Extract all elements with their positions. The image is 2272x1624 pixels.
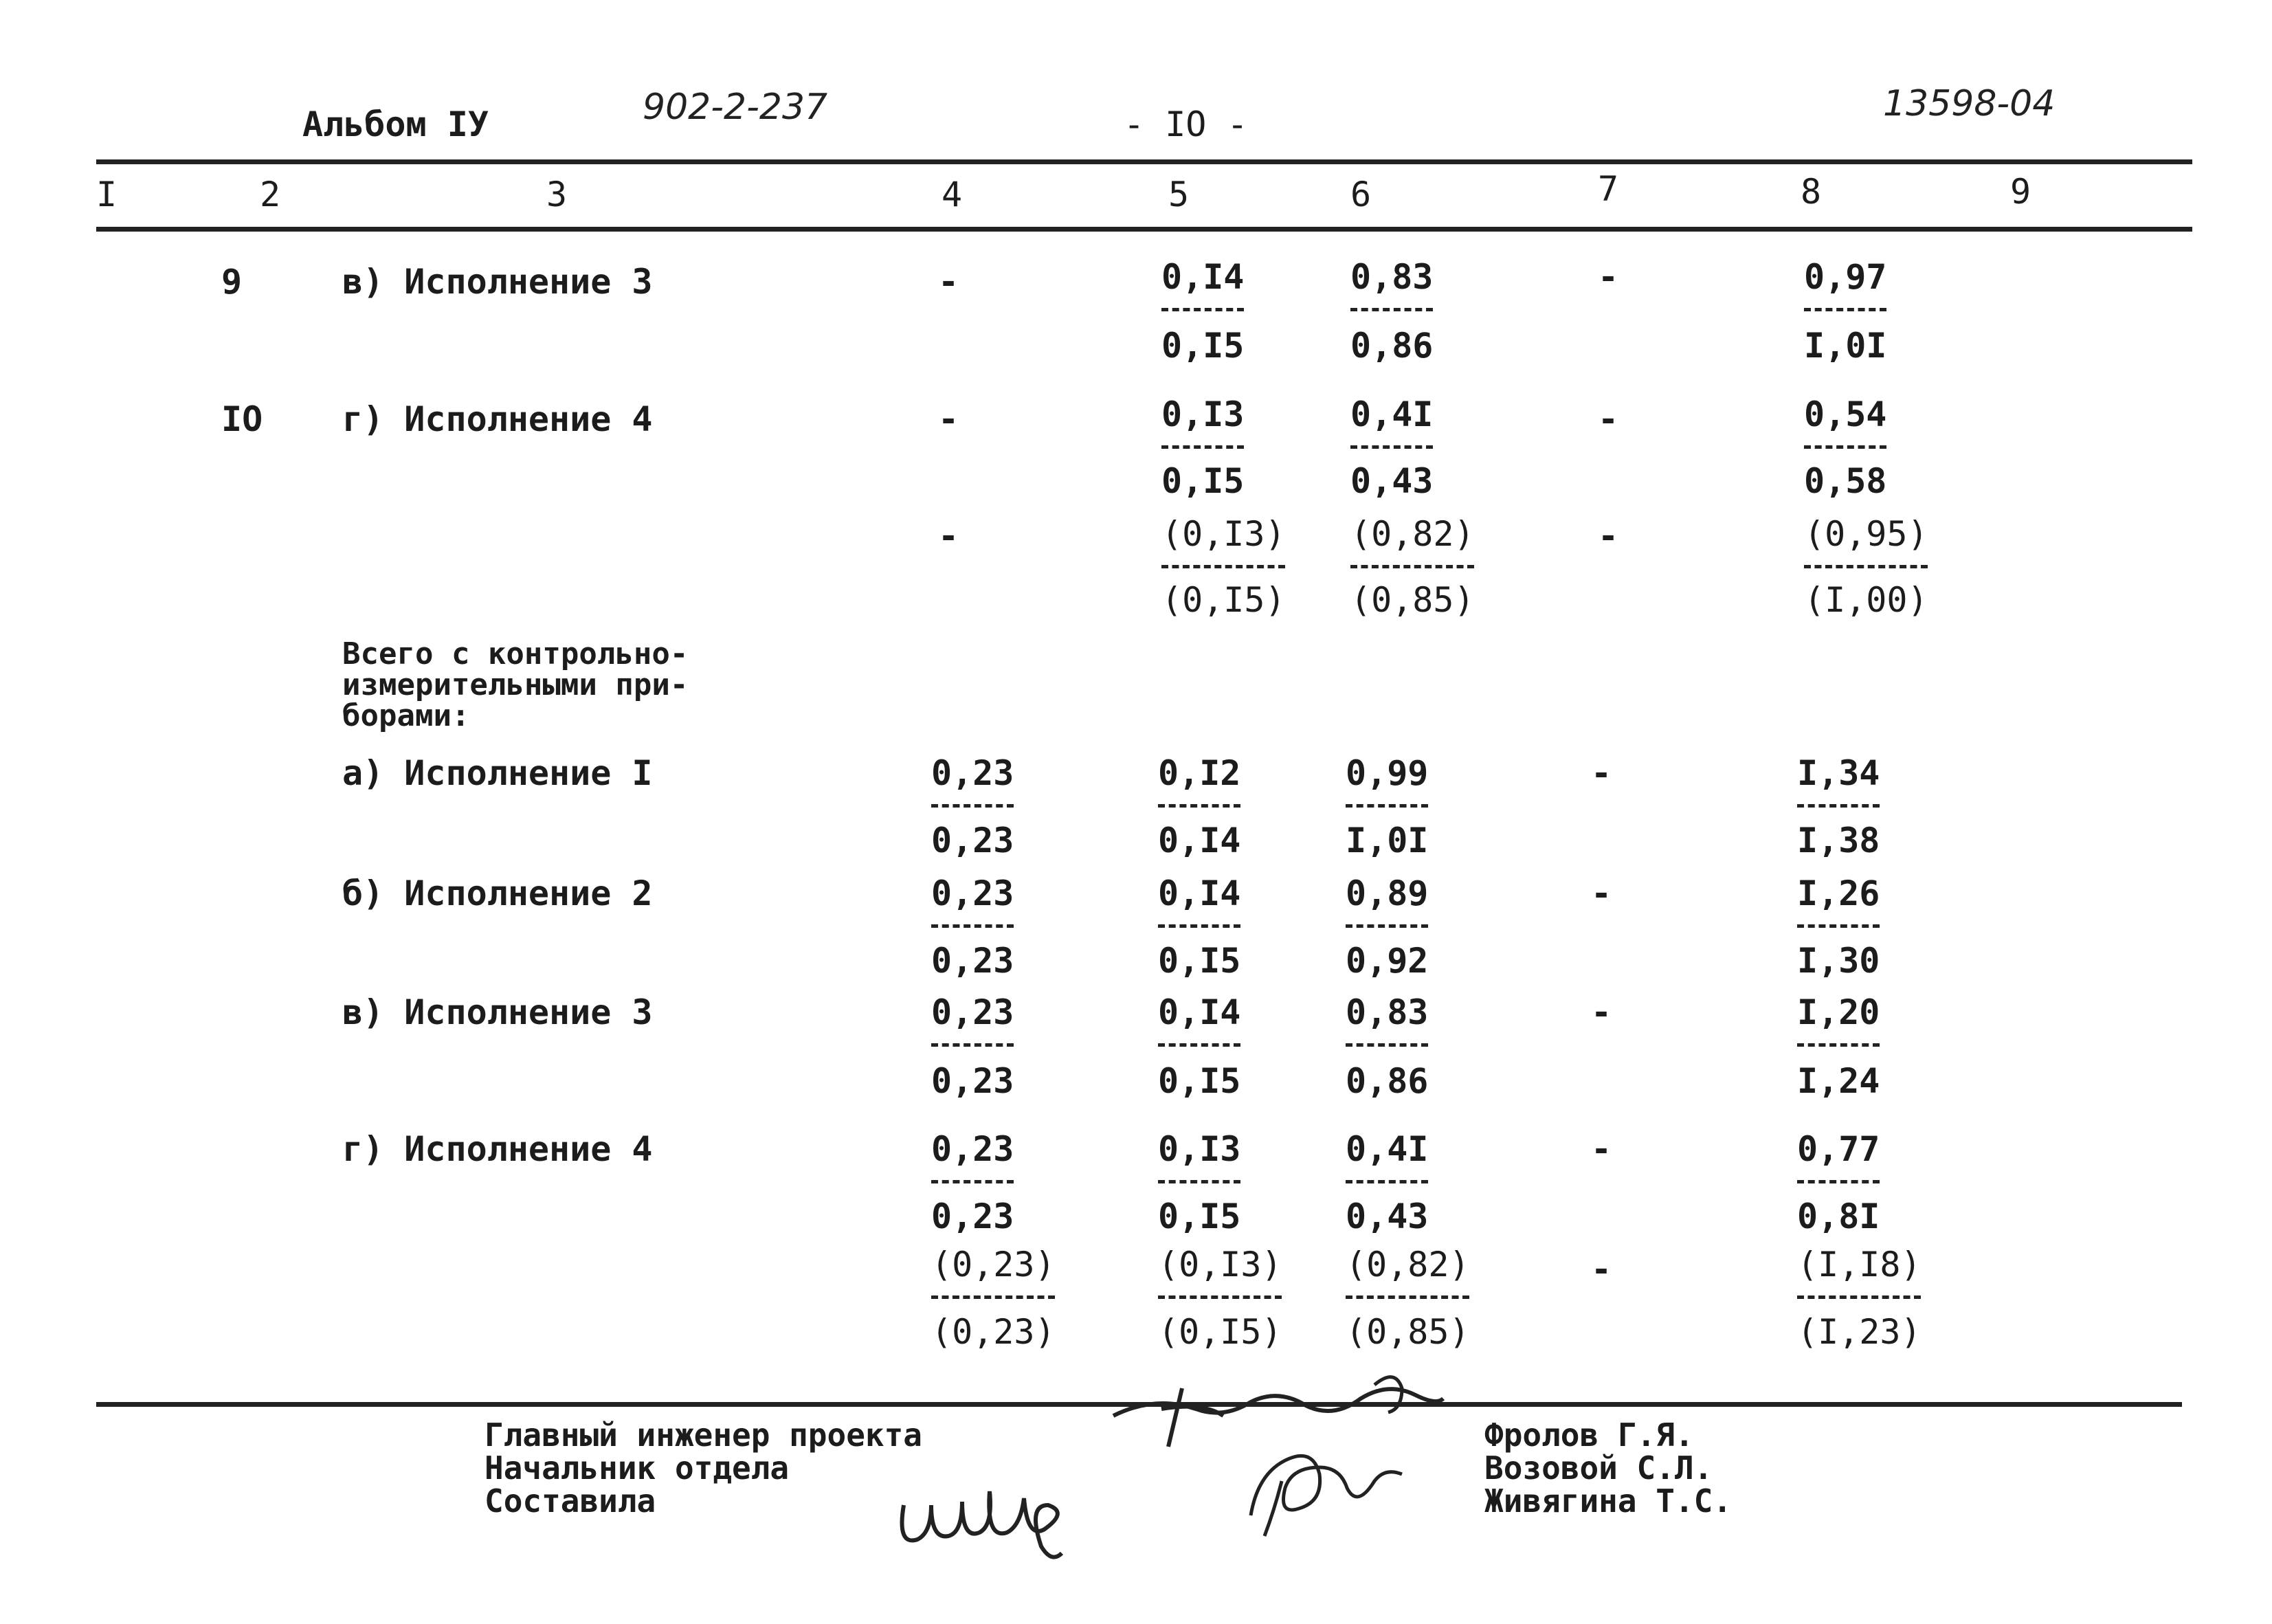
cell-col8-bottom: I,30 <box>1797 941 1880 981</box>
total-heading-line: борами: <box>342 698 470 733</box>
series-number: 902-2-237 <box>643 87 828 128</box>
cell-col6-bottom: (0,85) <box>1346 1312 1470 1352</box>
cell-col7: - <box>1598 399 1619 439</box>
fraction-dash <box>931 1180 1014 1183</box>
cell-col8-top: I,34 <box>1797 753 1880 793</box>
column-number: 5 <box>1168 175 1190 214</box>
row-label: г) Исполнение 4 <box>342 1129 653 1169</box>
fraction-dash <box>1158 804 1240 808</box>
cell-col4: - <box>938 516 959 556</box>
cell-col6-top: 0,89 <box>1346 874 1429 913</box>
cell-col6-top: 0,99 <box>1346 753 1429 793</box>
cell-col8-bottom: I,24 <box>1797 1061 1880 1101</box>
document-number: 13598-04 <box>1883 83 2056 124</box>
cell-col6-bottom: 0,92 <box>1346 941 1429 981</box>
fraction-dash <box>1797 804 1880 808</box>
cell-col5-top: (0,I3) <box>1161 514 1286 554</box>
total-heading-line: Всего с контрольно- <box>342 636 689 671</box>
footer-name: Возовой С.Л. <box>1484 1449 1713 1487</box>
cell-col4-top: 0,23 <box>931 1129 1014 1169</box>
cell-col6-top: 0,4I <box>1350 394 1434 434</box>
fraction-dash <box>931 924 1014 928</box>
cell-col8-bottom: (I,00) <box>1804 580 1928 620</box>
fraction-dash <box>1158 1295 1282 1299</box>
fraction-dash <box>1350 445 1433 449</box>
cell-col5-bottom: (0,I5) <box>1158 1312 1282 1352</box>
column-number: 2 <box>260 175 281 214</box>
column-number: 4 <box>942 175 963 214</box>
cell-col5-bottom: (0,I5) <box>1161 580 1286 620</box>
fraction-dash <box>1346 1180 1428 1183</box>
cell-col5-top: 0,I3 <box>1158 1129 1241 1169</box>
fraction-dash <box>1346 1043 1428 1047</box>
cell-col6-bottom: 0,43 <box>1350 461 1434 501</box>
fraction-dash <box>1797 924 1880 928</box>
fraction-dash <box>931 804 1014 808</box>
row-label: б) Исполнение 2 <box>342 874 653 913</box>
cell-col8-top: 0,77 <box>1797 1129 1880 1169</box>
cell-col8-bottom: 0,8I <box>1797 1197 1880 1236</box>
cell-col4: - <box>938 262 959 302</box>
fraction-dash <box>1346 924 1428 928</box>
footer-role: Составила <box>485 1482 656 1520</box>
cell-col7: - <box>1591 1249 1612 1289</box>
cell-col4-top: 0,23 <box>931 992 1014 1032</box>
cell-col5-bottom: 0,I5 <box>1158 1197 1241 1236</box>
cell-col4-bottom: 0,23 <box>931 1061 1014 1101</box>
fraction-dash <box>931 1043 1014 1047</box>
fraction-dash <box>1797 1295 1921 1299</box>
fraction-dash <box>1797 1043 1880 1047</box>
cell-col8-top: (0,95) <box>1804 514 1928 554</box>
cell-col6-top: (0,82) <box>1346 1245 1470 1284</box>
cell-col6-bottom: (0,85) <box>1350 580 1475 620</box>
column-number: I <box>96 175 118 214</box>
cell-col7: - <box>1598 257 1619 297</box>
column-number: 6 <box>1350 175 1372 214</box>
cell-col8-top: 0,97 <box>1804 257 1887 297</box>
cell-col8-top: I,20 <box>1797 992 1880 1032</box>
cell-col5-top: 0,I4 <box>1158 874 1241 913</box>
cell-col4-bottom: 0,23 <box>931 941 1014 981</box>
cell-col4-top: 0,23 <box>931 874 1014 913</box>
cell-col4-top: (0,23) <box>931 1245 1056 1284</box>
cell-col7: - <box>1591 874 1612 913</box>
cell-col6-bottom: I,0I <box>1346 821 1429 860</box>
cell-col8-bottom: 0,58 <box>1804 461 1887 501</box>
footer-name: Живягина Т.С. <box>1484 1482 1733 1520</box>
fraction-dash <box>1161 565 1285 568</box>
cell-col8-bottom: (I,23) <box>1797 1312 1922 1352</box>
row-label: г) Исполнение 4 <box>342 399 653 439</box>
signature-head-of-department <box>1237 1433 1416 1550</box>
fraction-dash <box>1346 804 1428 808</box>
row-label: в) Исполнение 3 <box>342 262 653 302</box>
cell-col8-bottom: I,38 <box>1797 821 1880 860</box>
column-number: 3 <box>546 175 568 214</box>
cell-col6-top: 0,83 <box>1350 257 1434 297</box>
signature-compiler <box>890 1464 1082 1567</box>
column-number: 8 <box>1801 172 1822 212</box>
cell-col8-bottom: I,0I <box>1804 326 1887 366</box>
footer-name: Фролов Г.Я. <box>1484 1416 1694 1454</box>
cell-col8-top: (I,I8) <box>1797 1245 1922 1284</box>
cell-col4-bottom: 0,23 <box>931 1197 1014 1236</box>
cell-col5-bottom: 0,I5 <box>1158 941 1241 981</box>
fraction-dash <box>1161 445 1244 449</box>
fraction-dash <box>1804 565 1928 568</box>
fraction-dash <box>1804 308 1886 311</box>
cell-col6-bottom: 0,43 <box>1346 1197 1429 1236</box>
fraction-dash <box>931 1295 1055 1299</box>
footer-role: Начальник отдела <box>485 1449 790 1487</box>
footer-role: Главный инженер проекта <box>485 1416 922 1454</box>
cell-col5-bottom: 0,I5 <box>1161 461 1245 501</box>
cell-col7: - <box>1591 1129 1612 1169</box>
fraction-dash <box>1350 308 1433 311</box>
cell-col4-bottom: 0,23 <box>931 821 1014 860</box>
total-heading-line: измерительными при- <box>342 667 689 702</box>
cell-col5-bottom: 0,I5 <box>1158 1061 1241 1101</box>
fraction-dash <box>1161 308 1244 311</box>
cell-col5-bottom: 0,I4 <box>1158 821 1241 860</box>
page-number: - IO - <box>1124 104 1248 144</box>
fraction-dash <box>1158 924 1240 928</box>
row-label: а) Исполнение I <box>342 753 653 793</box>
header-rule <box>96 227 2192 232</box>
cell-col7: - <box>1598 516 1619 556</box>
column-number: 7 <box>1598 169 1619 209</box>
cell-col8-top: I,26 <box>1797 874 1880 913</box>
cell-col4-bottom: (0,23) <box>931 1312 1056 1352</box>
cell-col6-top: (0,82) <box>1350 514 1475 554</box>
cell-col4-top: 0,23 <box>931 753 1014 793</box>
cell-col6-bottom: 0,86 <box>1350 326 1434 366</box>
cell-col5-top: 0,I3 <box>1161 394 1245 434</box>
cell-col5-bottom: 0,I5 <box>1161 326 1245 366</box>
cell-col6-bottom: 0,86 <box>1346 1061 1429 1101</box>
cell-col7: - <box>1591 992 1612 1032</box>
row-number: 9 <box>221 262 243 302</box>
cell-col6-top: 0,83 <box>1346 992 1429 1032</box>
fraction-dash <box>1346 1295 1469 1299</box>
cell-col5-top: 0,I4 <box>1161 257 1245 297</box>
fraction-dash <box>1158 1043 1240 1047</box>
column-number: 9 <box>2010 172 2031 212</box>
fraction-dash <box>1797 1180 1880 1183</box>
cell-col5-top: (0,I3) <box>1158 1245 1282 1284</box>
cell-col8-top: 0,54 <box>1804 394 1887 434</box>
row-label: в) Исполнение 3 <box>342 992 653 1032</box>
cell-col7: - <box>1591 753 1612 793</box>
top-rule <box>96 159 2192 164</box>
cell-col4: - <box>938 399 959 439</box>
cell-col6-top: 0,4I <box>1346 1129 1429 1169</box>
fraction-dash <box>1804 445 1886 449</box>
fraction-dash <box>1350 565 1474 568</box>
row-number: IO <box>221 399 263 439</box>
fraction-dash <box>1158 1180 1240 1183</box>
cell-col5-top: 0,I4 <box>1158 992 1241 1032</box>
album-label: Альбом IУ <box>302 104 489 144</box>
cell-col5-top: 0,I2 <box>1158 753 1241 793</box>
